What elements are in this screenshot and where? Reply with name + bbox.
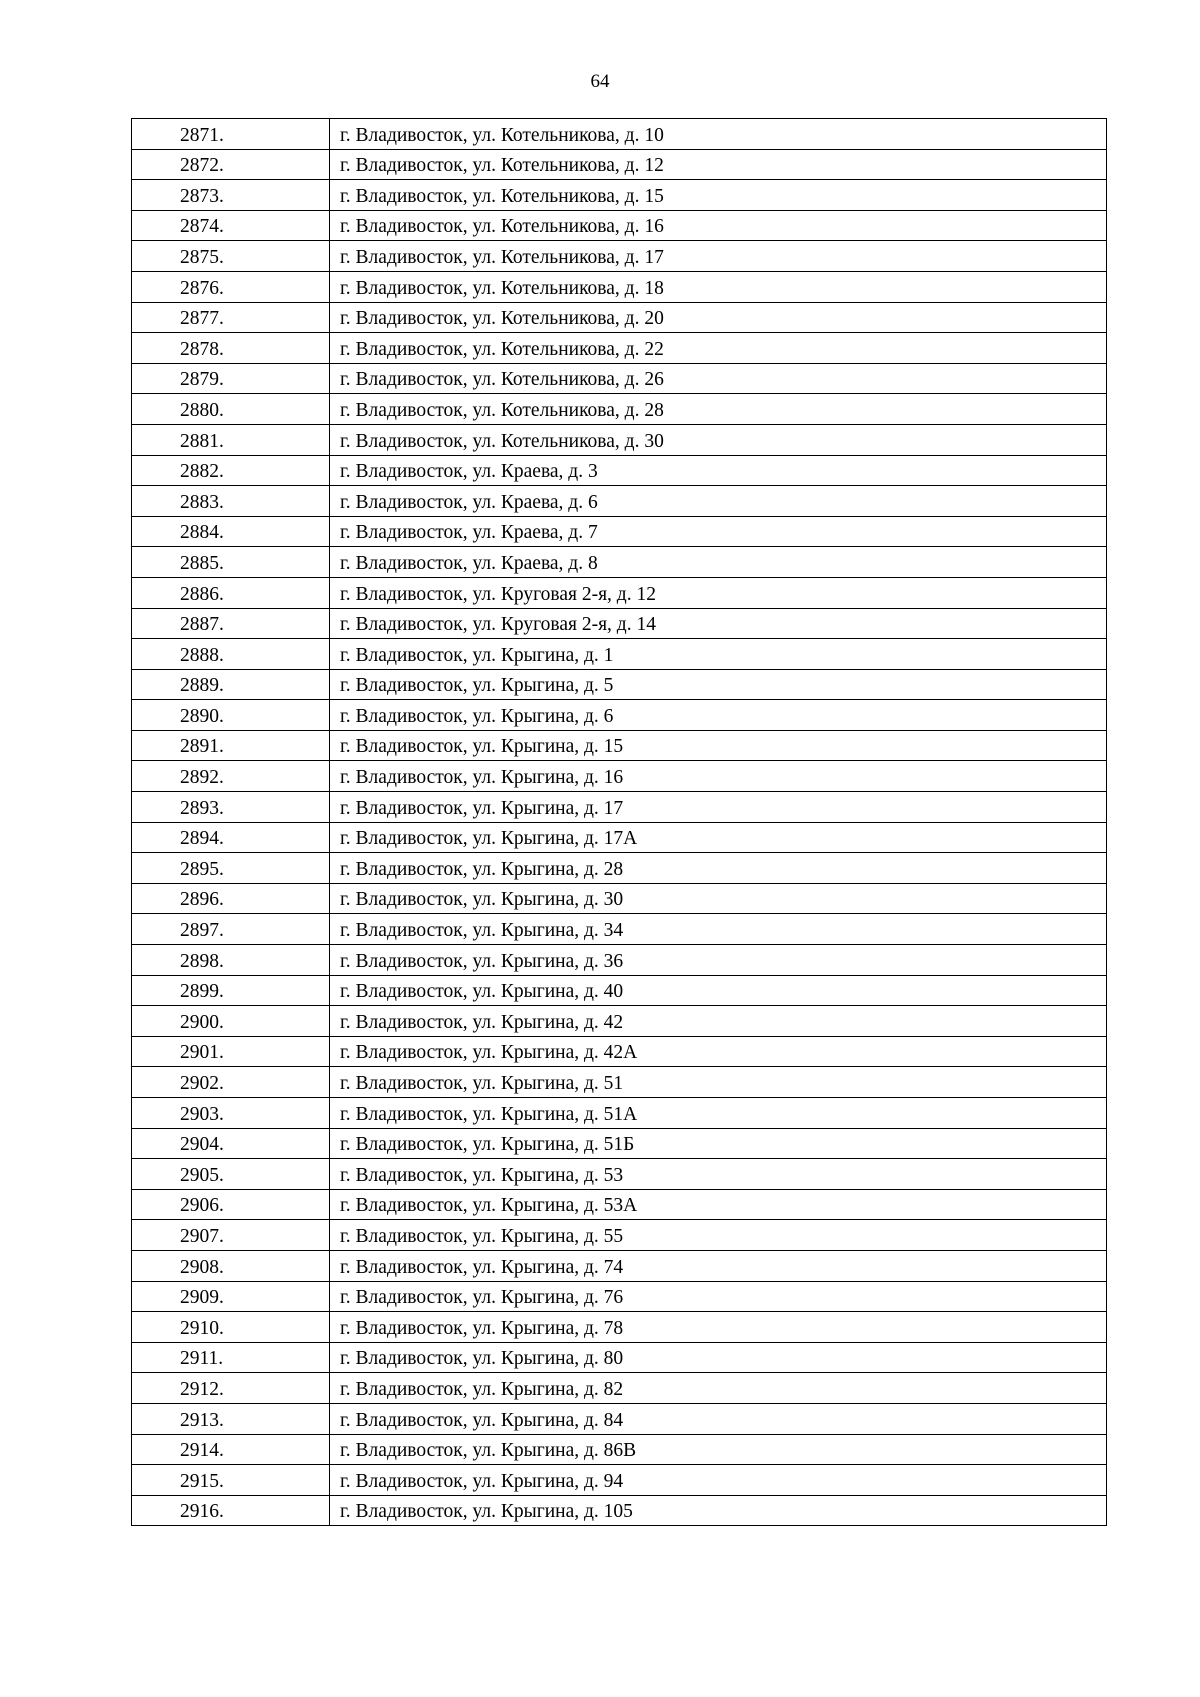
address-cell: г. Владивосток, ул. Котельникова, д. 17 (330, 241, 1107, 272)
address-cell: г. Владивосток, ул. Котельникова, д. 30 (330, 424, 1107, 455)
row-number-cell: 2890. (132, 700, 330, 731)
address-cell: г. Владивосток, ул. Крыгина, д. 51А (330, 1098, 1107, 1129)
row-number-cell: 2905. (132, 1159, 330, 1190)
address-cell: г. Владивосток, ул. Крыгина, д. 74 (330, 1250, 1107, 1281)
row-number-cell: 2884. (132, 516, 330, 547)
row-number-cell: 2889. (132, 669, 330, 700)
address-cell: г. Владивосток, ул. Круговая 2-я, д. 12 (330, 577, 1107, 608)
table-row (132, 914, 1107, 945)
row-number-cell: 2891. (132, 730, 330, 761)
table-row (132, 547, 1107, 578)
row-number-cell: 2885. (132, 547, 330, 578)
address-cell: г. Владивосток, ул. Крыгина, д. 15 (330, 730, 1107, 761)
address-cell: г. Владивосток, ул. Котельникова, д. 18 (330, 271, 1107, 302)
address-cell: г. Владивосток, ул. Крыгина, д. 42А (330, 1036, 1107, 1067)
row-number-cell: 2888. (132, 639, 330, 670)
row-number-cell: 2894. (132, 822, 330, 853)
row-number-cell: 2874. (132, 210, 330, 241)
address-cell: г. Владивосток, ул. Котельникова, д. 22 (330, 333, 1107, 364)
row-number-cell: 2871. (132, 119, 330, 150)
address-cell: г. Владивосток, ул. Крыгина, д. 94 (330, 1465, 1107, 1496)
table-row (132, 424, 1107, 455)
table-row (132, 975, 1107, 1006)
row-number-cell: 2906. (132, 1189, 330, 1220)
table-row (132, 608, 1107, 639)
row-number-cell: 2882. (132, 455, 330, 486)
table-row (132, 516, 1107, 547)
table-row (132, 180, 1107, 211)
table-row (132, 577, 1107, 608)
address-cell: г. Владивосток, ул. Крыгина, д. 17 (330, 792, 1107, 823)
address-cell: г. Владивосток, ул. Крыгина, д. 34 (330, 914, 1107, 945)
address-cell: г. Владивосток, ул. Котельникова, д. 15 (330, 180, 1107, 211)
table-row (132, 1342, 1107, 1373)
table-row (132, 271, 1107, 302)
address-cell: г. Владивосток, ул. Краева, д. 6 (330, 486, 1107, 517)
table-row (132, 241, 1107, 272)
address-cell: г. Владивосток, ул. Крыгина, д. 30 (330, 883, 1107, 914)
row-number-cell: 2887. (132, 608, 330, 639)
address-cell: г. Владивосток, ул. Краева, д. 3 (330, 455, 1107, 486)
address-cell: г. Владивосток, ул. Краева, д. 8 (330, 547, 1107, 578)
row-number-cell: 2912. (132, 1373, 330, 1404)
row-number-cell: 2873. (132, 180, 330, 211)
address-cell: г. Владивосток, ул. Крыгина, д. 55 (330, 1220, 1107, 1251)
row-number-cell: 2895. (132, 853, 330, 884)
address-cell: г. Владивосток, ул. Крыгина, д. 40 (330, 975, 1107, 1006)
address-table (131, 118, 1107, 1526)
address-cell: г. Владивосток, ул. Крыгина, д. 80 (330, 1342, 1107, 1373)
address-cell: г. Владивосток, ул. Крыгина, д. 51 (330, 1067, 1107, 1098)
table-row (132, 394, 1107, 425)
page-number: 64 (590, 71, 610, 92)
table-row (132, 1281, 1107, 1312)
address-cell: г. Владивосток, ул. Крыгина, д. 86В (330, 1434, 1107, 1465)
table-row (132, 792, 1107, 823)
table-row (132, 1159, 1107, 1190)
table-row (132, 1312, 1107, 1343)
table-row (132, 333, 1107, 364)
address-cell: г. Владивосток, ул. Крыгина, д. 105 (330, 1495, 1107, 1526)
table-row (132, 363, 1107, 394)
row-number-cell: 2916. (132, 1495, 330, 1526)
row-number-cell: 2878. (132, 333, 330, 364)
table-row (132, 486, 1107, 517)
table-row (132, 1128, 1107, 1159)
row-number-cell: 2913. (132, 1403, 330, 1434)
row-number-cell: 2875. (132, 241, 330, 272)
table-row (132, 1220, 1107, 1251)
row-number-cell: 2872. (132, 149, 330, 180)
table-row (132, 1495, 1107, 1526)
address-cell: г. Владивосток, ул. Крыгина, д. 6 (330, 700, 1107, 731)
table-row (132, 945, 1107, 976)
table-row (132, 669, 1107, 700)
address-cell: г. Владивосток, ул. Котельникова, д. 12 (330, 149, 1107, 180)
table-row (132, 1373, 1107, 1404)
address-cell: г. Владивосток, ул. Крыгина, д. 28 (330, 853, 1107, 884)
table-row (132, 302, 1107, 333)
table-row (132, 822, 1107, 853)
address-cell: г. Владивосток, ул. Крыгина, д. 78 (330, 1312, 1107, 1343)
row-number-cell: 2892. (132, 761, 330, 792)
table-row (132, 1403, 1107, 1434)
address-cell: г. Владивосток, ул. Крыгина, д. 76 (330, 1281, 1107, 1312)
table-row (132, 883, 1107, 914)
table-row (132, 853, 1107, 884)
row-number-cell: 2901. (132, 1036, 330, 1067)
row-number-cell: 2897. (132, 914, 330, 945)
address-cell: г. Владивосток, ул. Котельникова, д. 20 (330, 302, 1107, 333)
row-number-cell: 2893. (132, 792, 330, 823)
address-cell: г. Владивосток, ул. Крыгина, д. 1 (330, 639, 1107, 670)
row-number-cell: 2909. (132, 1281, 330, 1312)
address-cell: г. Владивосток, ул. Котельникова, д. 16 (330, 210, 1107, 241)
table-row (132, 149, 1107, 180)
table-row (132, 1189, 1107, 1220)
row-number-cell: 2907. (132, 1220, 330, 1251)
table-row (132, 1098, 1107, 1129)
row-number-cell: 2914. (132, 1434, 330, 1465)
row-number-cell: 2902. (132, 1067, 330, 1098)
table-row (132, 1006, 1107, 1037)
table-row (132, 455, 1107, 486)
table-row (132, 730, 1107, 761)
row-number-cell: 2910. (132, 1312, 330, 1343)
table-row (132, 761, 1107, 792)
row-number-cell: 2876. (132, 271, 330, 302)
address-cell: г. Владивосток, ул. Крыгина, д. 16 (330, 761, 1107, 792)
row-number-cell: 2883. (132, 486, 330, 517)
row-number-cell: 2886. (132, 577, 330, 608)
row-number-cell: 2879. (132, 363, 330, 394)
address-cell: г. Владивосток, ул. Крыгина, д. 42 (330, 1006, 1107, 1037)
table-row (132, 639, 1107, 670)
address-cell: г. Владивосток, ул. Крыгина, д. 36 (330, 945, 1107, 976)
address-cell: г. Владивосток, ул. Котельникова, д. 10 (330, 119, 1107, 150)
table-row (132, 1067, 1107, 1098)
address-cell: г. Владивосток, ул. Крыгина, д. 17А (330, 822, 1107, 853)
table-row (132, 1434, 1107, 1465)
row-number-cell: 2904. (132, 1128, 330, 1159)
address-cell: г. Владивосток, ул. Крыгина, д. 5 (330, 669, 1107, 700)
row-number-cell: 2900. (132, 1006, 330, 1037)
address-cell: г. Владивосток, ул. Крыгина, д. 82 (330, 1373, 1107, 1404)
row-number-cell: 2881. (132, 424, 330, 455)
table-row (132, 210, 1107, 241)
address-cell: г. Владивосток, ул. Крыгина, д. 53 (330, 1159, 1107, 1190)
row-number-cell: 2908. (132, 1250, 330, 1281)
table-row (132, 1465, 1107, 1496)
table-row (132, 700, 1107, 731)
address-table-body (132, 119, 1107, 1526)
address-cell: г. Владивосток, ул. Крыгина, д. 51Б (330, 1128, 1107, 1159)
table-row (132, 119, 1107, 150)
table-row (132, 1250, 1107, 1281)
address-cell: г. Владивосток, ул. Краева, д. 7 (330, 516, 1107, 547)
row-number-cell: 2898. (132, 945, 330, 976)
table-row (132, 1036, 1107, 1067)
address-cell: г. Владивосток, ул. Круговая 2-я, д. 14 (330, 608, 1107, 639)
row-number-cell: 2877. (132, 302, 330, 333)
address-cell: г. Владивосток, ул. Котельникова, д. 28 (330, 394, 1107, 425)
address-cell: г. Владивосток, ул. Крыгина, д. 84 (330, 1403, 1107, 1434)
row-number-cell: 2915. (132, 1465, 330, 1496)
row-number-cell: 2896. (132, 883, 330, 914)
address-cell: г. Владивосток, ул. Котельникова, д. 26 (330, 363, 1107, 394)
row-number-cell: 2911. (132, 1342, 330, 1373)
row-number-cell: 2899. (132, 975, 330, 1006)
address-cell: г. Владивосток, ул. Крыгина, д. 53А (330, 1189, 1107, 1220)
row-number-cell: 2903. (132, 1098, 330, 1129)
row-number-cell: 2880. (132, 394, 330, 425)
